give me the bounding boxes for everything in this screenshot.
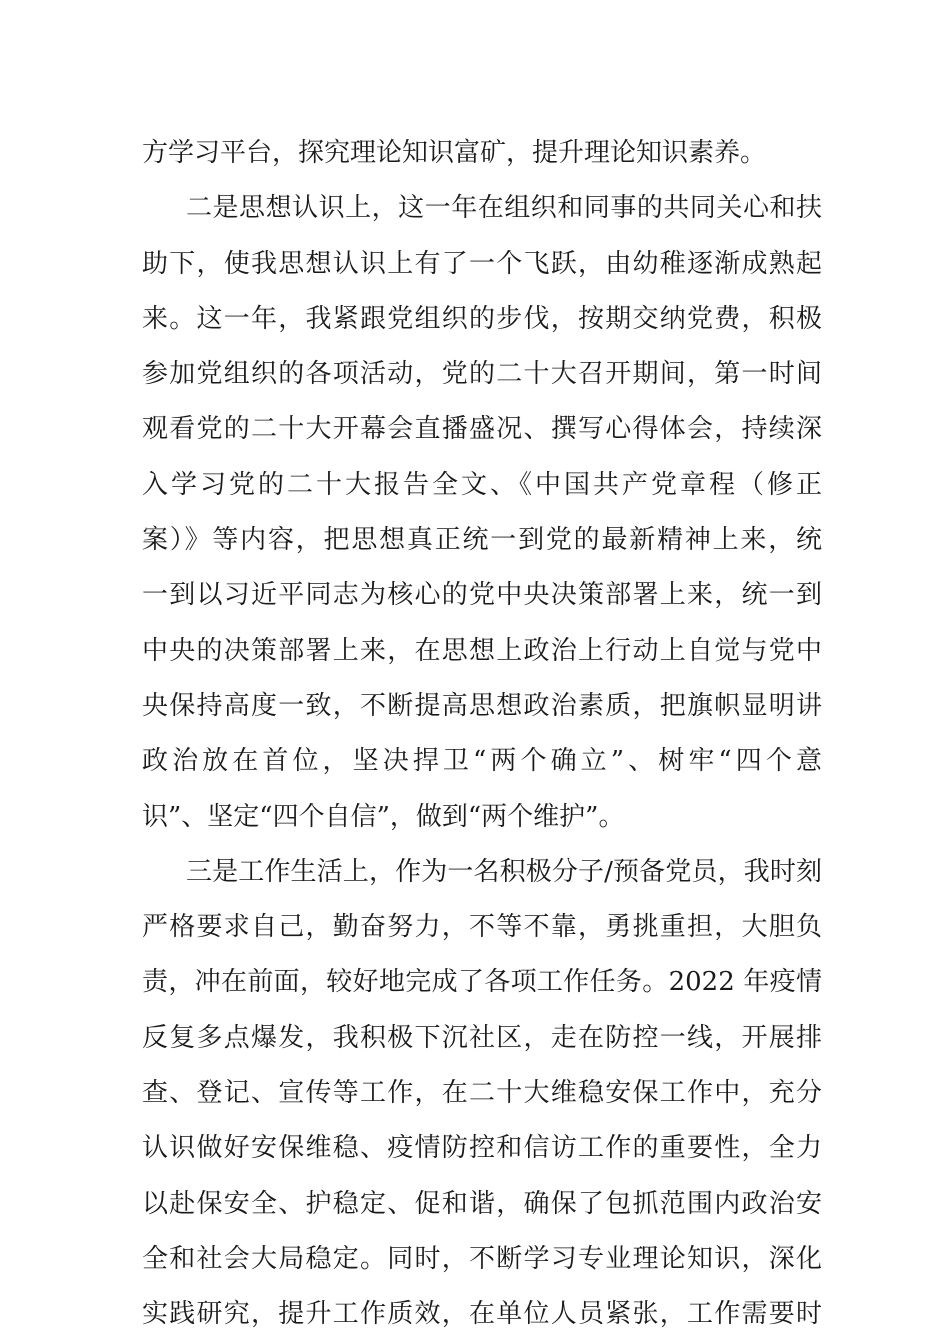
text-line: 二是思想认识上，这一年在组织和同事的共同关心和扶 — [186, 193, 822, 224]
paragraph-work-life — [142, 845, 822, 1343]
text-line: 案）》等内容，把思想真正统一到党的最新精神上来，统 — [142, 525, 822, 556]
text-line: 全和社会大局稳定。同时，不断学习专业理论知识，深化 — [142, 1243, 822, 1274]
text-line: 以赴保安全、护稳定、促和谐，确保了包抓范围内政治安 — [142, 1188, 822, 1219]
paragraph-thought-awareness — [142, 181, 822, 845]
text-line: 认识做好安保维稳、疫情防控和信访工作的重要性，全力 — [142, 1133, 822, 1164]
text-line: 三是工作生活上，作为一名积极分子/预备党员，我时刻 — [186, 856, 822, 887]
text-line: 中央的决策部署上来，在思想上政治上行动上自觉与党中 — [142, 635, 822, 666]
text-line: 严格要求自己，勤奋努力，不等不靠，勇挑重担，大胆负 — [142, 912, 822, 943]
text-line: 参加党组织的各项活动，党的二十大召开期间，第一时间 — [142, 359, 822, 390]
text-line: 实践研究，提升工作质效，在单位人员紧张，工作需要时 — [142, 1299, 822, 1330]
text-line: 方学习平台，探究理论知识富矿，提升理论知识素养。 — [142, 138, 767, 168]
text-line: 助下，使我思想认识上有了一个飞跃，由幼稚逐渐成熟起 — [142, 248, 822, 279]
text-line: 识”、坚定“四个自信”，做到“两个维护”。 — [142, 801, 625, 832]
text-line: 观看党的二十大开幕会直播盛况、撰写心得体会，持续深 — [142, 414, 822, 445]
text-line: 查、登记、宣传等工作，在二十大维稳安保工作中，充分 — [142, 1078, 822, 1109]
text-line: 入学习党的二十大报告全文、《中国共产党章程（修正 — [142, 469, 822, 500]
paragraph-study-platform — [142, 126, 822, 181]
document-body — [142, 126, 822, 1343]
text-line: 来。这一年，我紧跟党组织的步伐，按期交纳党费，积极 — [142, 303, 822, 334]
text-line: 一到以习近平同志为核心的党中央决策部署上来，统一到 — [142, 580, 822, 611]
text-line: 反复多点爆发，我积极下沉社区，走在防控一线，开展排 — [142, 1022, 822, 1053]
text-line: 政治放在首位，坚决捍卫“两个确立”、树牢“四个意 — [142, 746, 822, 777]
text-line: 央保持高度一致，不断提高思想政治素质，把旗帜显明讲 — [142, 690, 822, 721]
text-line: 责，冲在前面，较好地完成了各项工作任务。2022 年疫情 — [142, 967, 822, 998]
